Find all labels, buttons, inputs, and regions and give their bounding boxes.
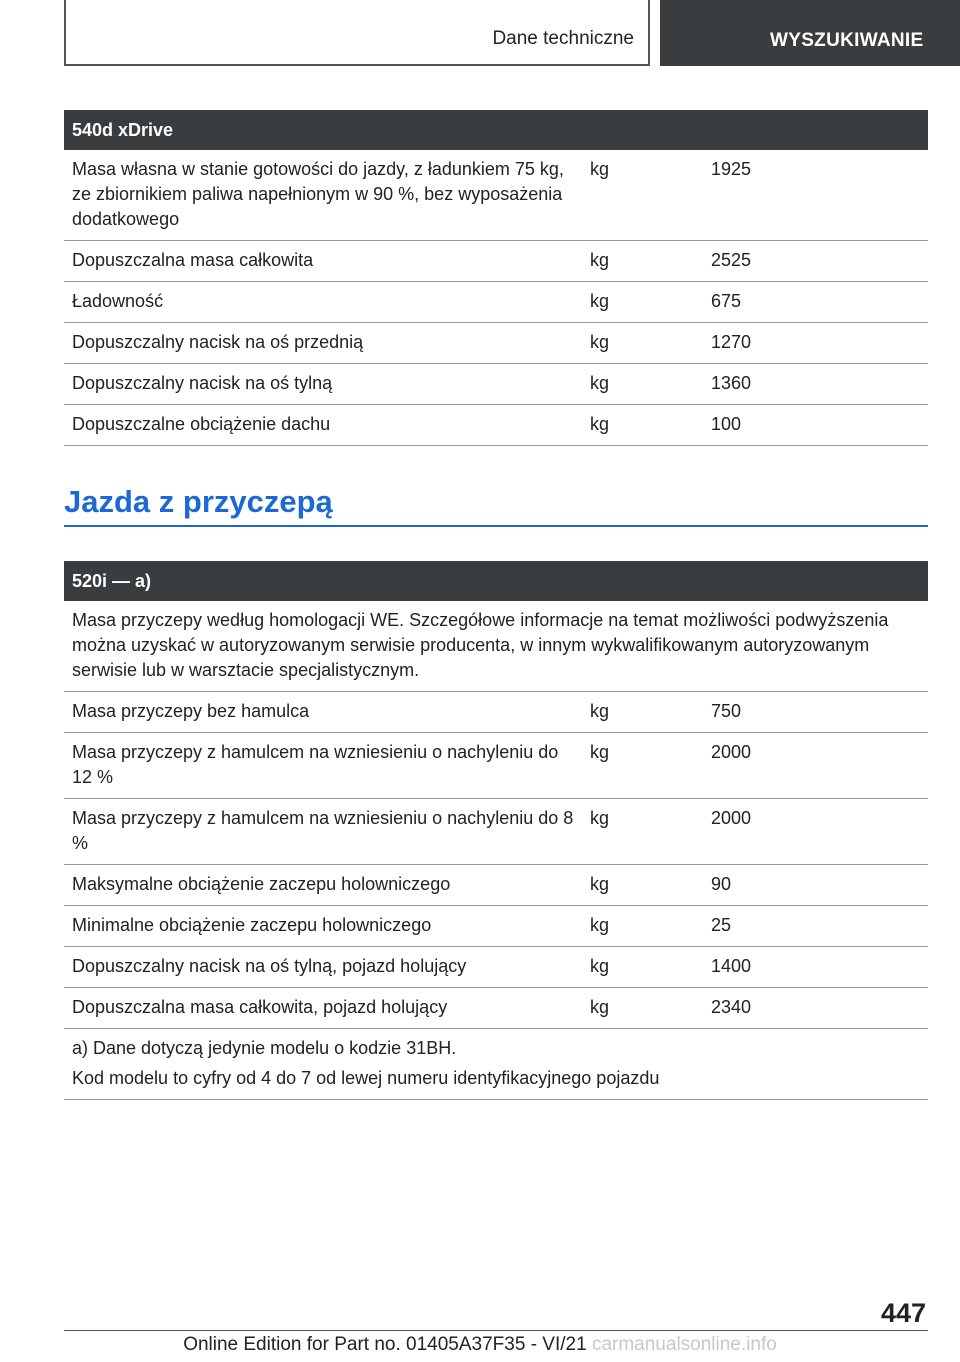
- edition-text: Online Edition for Part no. 01405A37F35 - VI/21: [183, 1334, 587, 1355]
- row-value: 90: [711, 874, 732, 894]
- row-unit: kg: [590, 956, 610, 976]
- row-value: 1925: [711, 159, 752, 179]
- row-label: Ładowność: [72, 291, 164, 311]
- table-intro-row: [64, 601, 928, 692]
- row-label: Masa przyczepy bez hamulca: [72, 701, 310, 721]
- row-unit: kg: [590, 414, 610, 434]
- table-row: [64, 241, 928, 282]
- row-label: Dopuszczalna masa całkowita: [72, 250, 314, 270]
- footnote-line-2: Kod modelu to cyfry od 4 do 7 od lewej numeru identyfikacyjnego pojazdu: [72, 1068, 660, 1088]
- table-footnote: [64, 1029, 928, 1099]
- table-heading: 520i — a): [64, 561, 928, 601]
- row-unit: kg: [590, 874, 610, 894]
- row-label: Dopuszczalny nacisk na oś tylną, pojazd holujący: [72, 956, 467, 976]
- row-label: Dopuszczalny nacisk na oś przednią: [72, 332, 364, 352]
- table-row: [64, 364, 928, 405]
- row-label: Maksymalne obciążenie zaczepu holowniczego: [72, 874, 451, 894]
- row-label: Minimalne obciążenie zaczepu holowniczego: [72, 915, 432, 935]
- row-label: Dopuszczalne obciążenie dachu: [72, 414, 331, 434]
- row-unit: kg: [590, 701, 610, 721]
- row-unit: kg: [590, 742, 610, 762]
- row-unit: kg: [590, 159, 610, 179]
- footer-divider: [64, 1330, 928, 1331]
- row-label: Dopuszczalny nacisk na oś tylną: [72, 373, 333, 393]
- table-row: [64, 282, 928, 323]
- row-unit: kg: [590, 291, 610, 311]
- row-label: Masa własna w stanie gotowości do jazdy, z ładunkiem 75 kg, ze zbiornikiem paliwa napełnionym w 90 %, bez wyposażenia dodatkowego: [72, 159, 564, 229]
- row-value: 2340: [711, 997, 752, 1017]
- row-unit: kg: [590, 915, 610, 935]
- row-label: Masa przyczepy z hamulcem na wzniesieniu o nachyleniu do 8 %: [72, 808, 574, 853]
- row-unit: kg: [590, 250, 610, 270]
- table-row: [64, 733, 928, 799]
- row-value: 1270: [711, 332, 752, 352]
- spec-table-540d: [64, 110, 928, 446]
- row-value: 2000: [711, 742, 752, 762]
- table-row: [64, 405, 928, 446]
- row-label: Masa przyczepy z hamulcem na wzniesieniu o nachyleniu do 12 %: [72, 742, 559, 787]
- search-tab-label: WYSZUKIWANIE: [770, 30, 924, 51]
- table-row: [64, 799, 928, 865]
- row-unit: kg: [590, 332, 610, 352]
- row-value: 750: [711, 701, 742, 721]
- row-value: 2000: [711, 808, 752, 828]
- table-heading: 540d xDrive: [64, 110, 928, 150]
- row-value: 1400: [711, 956, 752, 976]
- row-value: 25: [711, 915, 732, 935]
- page-number: 447: [880, 1298, 926, 1328]
- table-footnote-row: [64, 1029, 928, 1100]
- section-tab-label: Dane techniczne: [492, 28, 634, 49]
- watermark-logo: carmanualsonline.info: [591, 1334, 777, 1355]
- footer-edition: [0, 1334, 960, 1356]
- row-value: 100: [711, 414, 742, 434]
- row-label: Dopuszczalna masa całkowita, pojazd holujący: [72, 997, 448, 1017]
- section-title: Jazda z przyczepą: [64, 486, 928, 527]
- table-intro: Masa przyczepy według homologacji WE. Szczegółowe informacje na temat możliwości podwyższenia można uzyskać w autoryzowanym serwisie producenta, w innym wykwalifikowanym autoryzowanym serwisie lub w warsztacie specjalistycznym.: [72, 610, 889, 680]
- section-tab[interactable]: [64, 0, 650, 66]
- row-unit: kg: [590, 997, 610, 1017]
- row-unit: kg: [590, 373, 610, 393]
- row-unit: kg: [590, 808, 610, 828]
- spec-table-520i: [64, 561, 928, 1100]
- table-row: [64, 906, 928, 947]
- row-value: 2525: [711, 250, 752, 270]
- table-row: [64, 323, 928, 364]
- table-row: [64, 865, 928, 906]
- footnote-line-1: a) Dane dotyczą jedynie modelu o kodzie 31BH.: [72, 1038, 457, 1058]
- row-value: 675: [711, 291, 742, 311]
- row-value: 1360: [711, 373, 752, 393]
- table-row: [64, 150, 928, 241]
- search-tab[interactable]: [660, 0, 960, 66]
- table-row: [64, 947, 928, 988]
- table-row: [64, 692, 928, 733]
- table-row: [64, 988, 928, 1029]
